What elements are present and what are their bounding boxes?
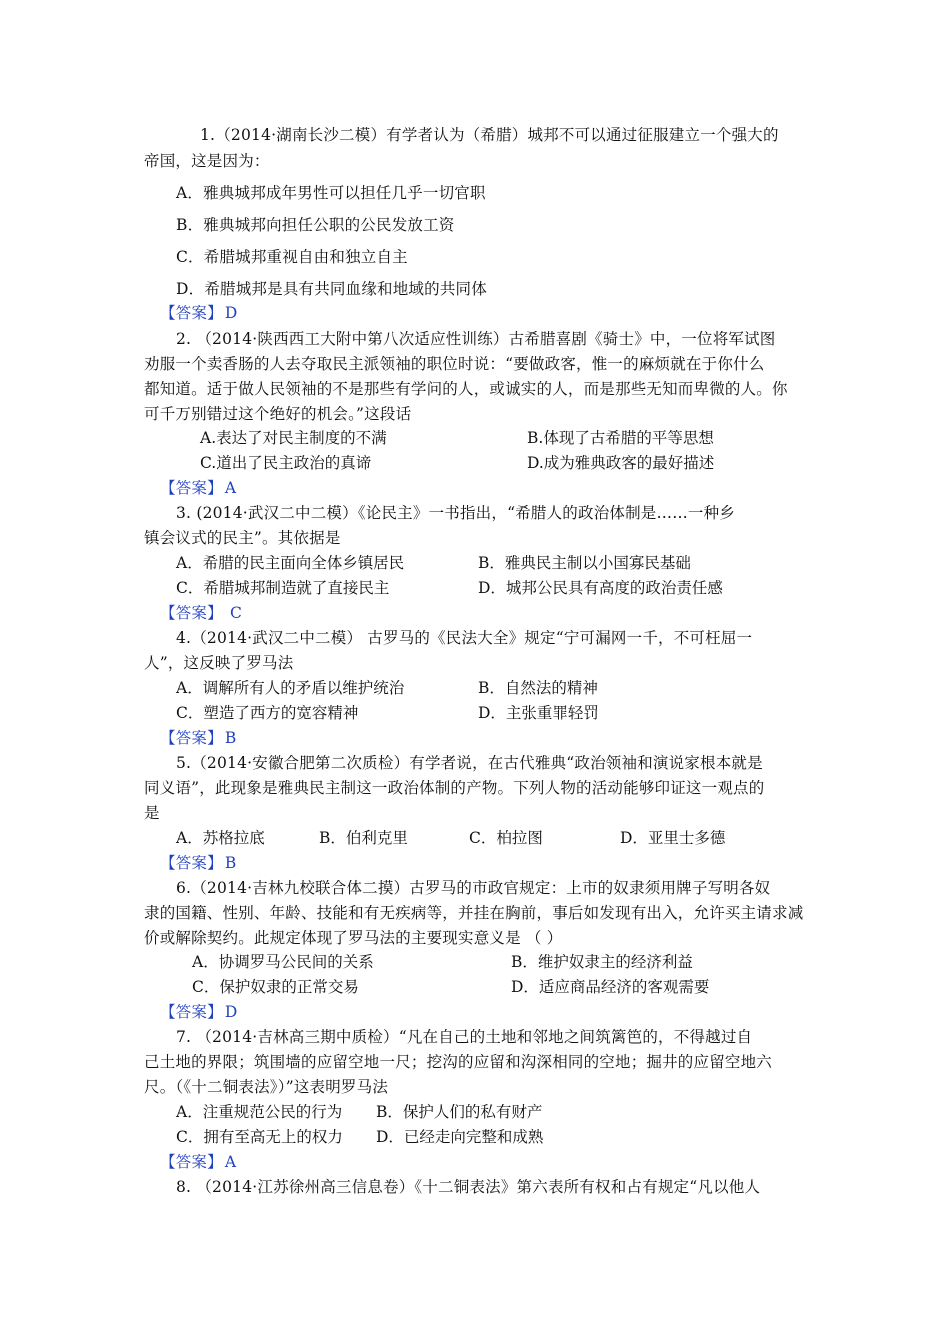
question-6-option-a: A．协调罗马公民间的关系 [192,953,374,971]
question-6-stem-line-1: 6.（2014·吉林九校联合体二摸）古罗马的市政官规定：上市的奴隶须用牌子写明各奴 [176,879,771,897]
question-4-option-a: A．调解所有人的矛盾以维护统治 [176,679,405,697]
answer-value: A [224,479,237,497]
answer-tag: 【答案】 [160,604,223,622]
question-3-option-a: A．希腊的民主面向全体乡镇居民 [176,554,405,572]
question-8-stem-line-1: 8. （2014·江苏徐州高三信息卷）《十二铜表法》第六表所有权和占有规定“凡以他人 [176,1178,761,1196]
question-5-option-c: C．柏拉图 [469,829,543,847]
answer-value: B [224,729,237,747]
question-7-stem-line-3: 尺。（《十二铜表法》）”这表明罗马法 [144,1078,389,1096]
question-7-option-a: A．注重规范公民的行为 [176,1103,343,1121]
question-2-stem-line-4: 可千万别错过这个绝好的机会。”这段话 [144,405,412,423]
question-1-option-b: B．雅典城邦向担任公职的公民发放工资 [176,216,455,234]
answer-tag: 【答案】 [160,1153,223,1171]
question-5-stem-line-2: 同义语”，此现象是雅典民主制这一政治体制的产物。下列人物的活动能够印证这一观点的 [144,779,765,797]
question-6-option-c: C．保护奴隶的正常交易 [192,978,359,996]
question-6-option-b: B．维护奴隶主的经济利益 [511,953,693,971]
question-1-option-a: A．雅典城邦成年男性可以担任几乎一切官职 [176,184,486,202]
question-4-option-c: C．塑造了西方的宽容精神 [176,704,359,722]
answer-value: A [224,1153,237,1171]
question-1-stem-line-2: 帝国，这是因为： [144,152,270,170]
question-4-option-b: B．自然法的精神 [478,679,598,697]
question-1-stem-line-1: 1.（2014·湖南长沙二模）有学者认为（希腊）城邦不可以通过征服建立一个强大的 [200,126,779,144]
question-2-option-d: D.成为雅典政客的最好描述 [527,454,715,472]
answer-tag: 【答案】 [160,854,223,872]
question-2-option-c: C.道出了民主政治的真谛 [200,454,372,472]
question-4-stem-line-2: 人”，这反映了罗马法 [144,654,294,672]
question-2-stem-line-2: 劝服一个卖香肠的人去夺取民主派领袖的职位时说：“要做政客，惟一的麻烦就在于你什么 [144,355,765,373]
answer-value: D [224,1003,238,1021]
question-6-option-d: D．适应商品经济的客观需要 [511,978,710,996]
question-7-stem-line-2: 己土地的界限；筑围墙的应留空地一尺；挖沟的应留和沟深相同的空地；掘井的应留空地六 [144,1053,773,1071]
question-5-option-b: B．伯利克里 [319,829,408,847]
answer-value: D [224,304,238,322]
question-4-stem-line-1: 4.（2014·武汉二中二模） 古罗马的《民法大全》规定“宁可漏网一千，不可枉屈一 [176,629,753,647]
question-7-stem-line-1: 7. （2014·吉林高三期中质检）“凡在自己的土地和邻地之间筑篱笆的，不得越过自 [176,1028,753,1046]
question-3-stem-line-1: 3. (2014·武汉二中二模）《论民主》一书指出，“希腊人的政治体制是……一种乡 [176,504,736,522]
question-7-option-c: C．拥有至高无上的权力 [176,1128,343,1146]
question-7-answer [160,1151,236,1173]
question-3-option-b: B．雅典民主制以小国寡民基础 [478,554,691,572]
question-5-stem-line-1: 5.（2014·安徽合肥第二次质检）有学者说，在古代雅典“政治领袖和演说家根本就是 [176,754,763,772]
question-1-answer [160,302,237,324]
question-4-answer [160,727,236,749]
question-3-answer [160,602,242,624]
question-5-answer [160,852,236,874]
question-6-answer [160,1001,237,1023]
question-2-option-b: B.体现了古希腊的平等思想 [527,429,714,447]
question-1-option-c: C．希腊城邦重视自由和独立自主 [176,248,408,266]
question-7-option-d: D．已经走向完整和成熟 [376,1128,544,1146]
answer-value: C [224,604,242,622]
question-5-stem-line-3: 是 [144,804,160,822]
question-4-option-d: D．主张重罪轻罚 [478,704,599,722]
question-1-option-d: D．希腊城邦是具有共同血缘和地域的共同体 [176,280,487,298]
answer-tag: 【答案】 [160,1003,223,1021]
question-5-option-d: D．亚里士多德 [620,829,726,847]
question-7-option-b: B．保护人们的私有财产 [376,1103,543,1121]
question-2-answer [160,477,236,499]
question-3-option-c: C．希腊城邦制造就了直接民主 [176,579,390,597]
question-3-stem-line-2: 镇会议式的民主”。其依据是 [144,529,341,547]
question-6-stem-line-2: 隶的国籍、性别、年龄、技能和有无疾病等，并挂在胸前，事后如发现有出入，允许买主请求减 [144,904,804,922]
question-6-stem-line-3: 价或解除契约。此规定体现了罗马法的主要现实意义是 （ ） [144,929,563,947]
question-5-option-a: A．苏格拉底 [176,829,265,847]
question-2-stem-line-1: 2. （2014·陕西西工大附中第八次适应性训练）古希腊喜剧《骑士》中，一位将军试图 [176,330,776,348]
answer-value: B [224,854,237,872]
question-2-option-a: A.表达了对民主制度的不满 [200,429,387,447]
question-2-stem-line-3: 都知道。适于做人民领袖的不是那些有学问的人，或诚实的人，而是那些无知而卑微的人。你 [144,380,788,398]
question-3-option-d: D．城邦公民具有高度的政治责任感 [478,579,723,597]
answer-tag: 【答案】 [160,479,223,497]
answer-tag: 【答案】 [160,304,223,322]
answer-tag: 【答案】 [160,729,223,747]
